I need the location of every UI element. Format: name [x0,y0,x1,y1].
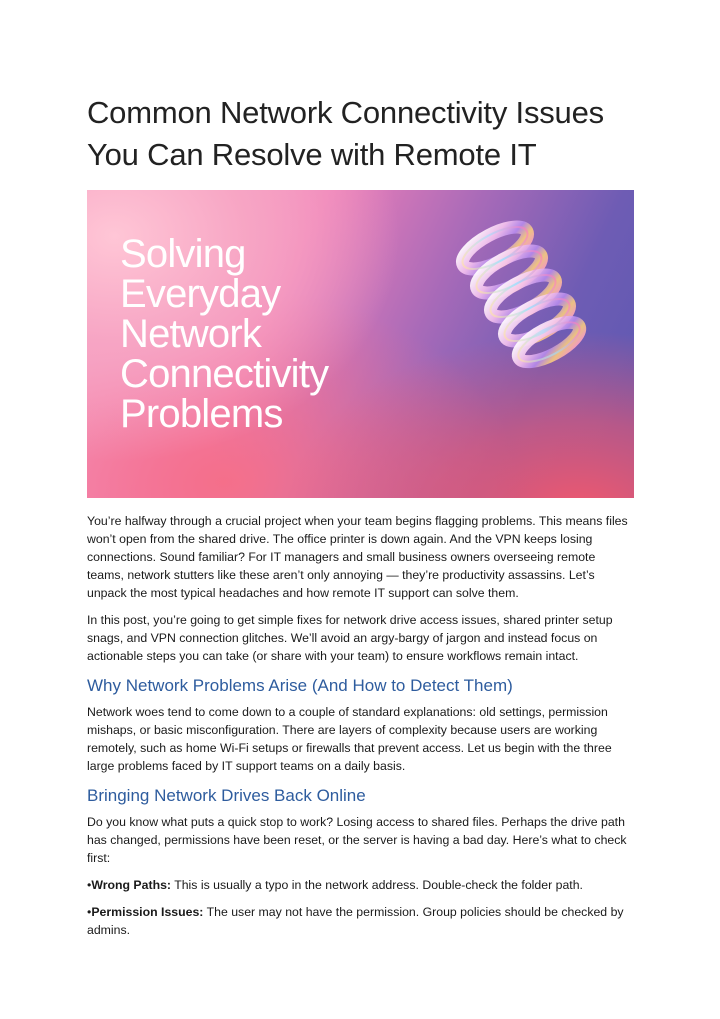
document-page [87,92,635,939]
section-heading-drives: Bringing Network Drives Back Online [87,786,366,805]
section-heading-why: Why Network Problems Arise (And How to Detect Them) [87,676,513,695]
section-drives-body: Do you know what puts a quick stop to work? Losing access to shared files. Perhaps the drive path has changed, permissions have been reset, or the server is having a bad day. Here’s what to check first: [87,815,627,865]
hero-line-1: Solving [120,232,246,276]
page-title-line-2: You Can Resolve with Remote IT [87,137,537,172]
hero-image [87,190,634,498]
bullet-dot-icon: • [87,905,92,919]
section-why-body: Network woes tend to come down to a couple of standard explanations: old settings, permission mishaps, or basic misconfiguration. There are layers of complexity because users are working remotely, such as home Wi-Fi setups or firewalls that prevent access. Let us begin with the three large problems faced by IT support teams on a daily basis. [87,705,612,773]
page-title-line-1: Common Network Connectivity Issues [87,95,604,130]
spring-coil-graphic [447,220,597,380]
second-paragraph: In this post, you’re going to get simple fixes for network drive access issues, shared printer setup snags, and VPN connection glitches. We’ll avoid an argy-bargy of jargon and instead focus on actionable steps you can take (or share with your team) to ensure workflows remain intact. [87,613,613,663]
bullet-item-permission-issues [87,903,635,939]
bullet-label: Permission Issues: [91,905,204,919]
hero-line-3: Network [120,312,262,356]
hero-line-4: Connectivity [120,352,329,396]
bullet-label: Wrong Paths: [91,878,172,892]
bullet-text: This is usually a typo in the network address. Double-check the folder path. [171,878,583,892]
hero-line-5: Problems [120,392,283,436]
hero-image-text [120,234,328,434]
hero-line-2: Everyday [120,272,281,316]
bullet-item-wrong-paths [87,876,635,894]
page-title [87,92,635,176]
bullet-dot-icon: • [87,878,92,892]
intro-paragraph: You’re halfway through a crucial project when your team begins flagging problems. This means files won’t open from the shared drive. The office printer is down again. And the VPN keeps losing connections. Sound familiar? For IT managers and small business owners overseeing remote teams, network stutters like these aren’t only annoying — they’re productivity assassins. Let’s unpack the most typical headaches and how remote IT support can solve them. [87,514,628,600]
bullet-text: The user may not have the permission. Group policies should be checked by admins. [87,905,624,937]
